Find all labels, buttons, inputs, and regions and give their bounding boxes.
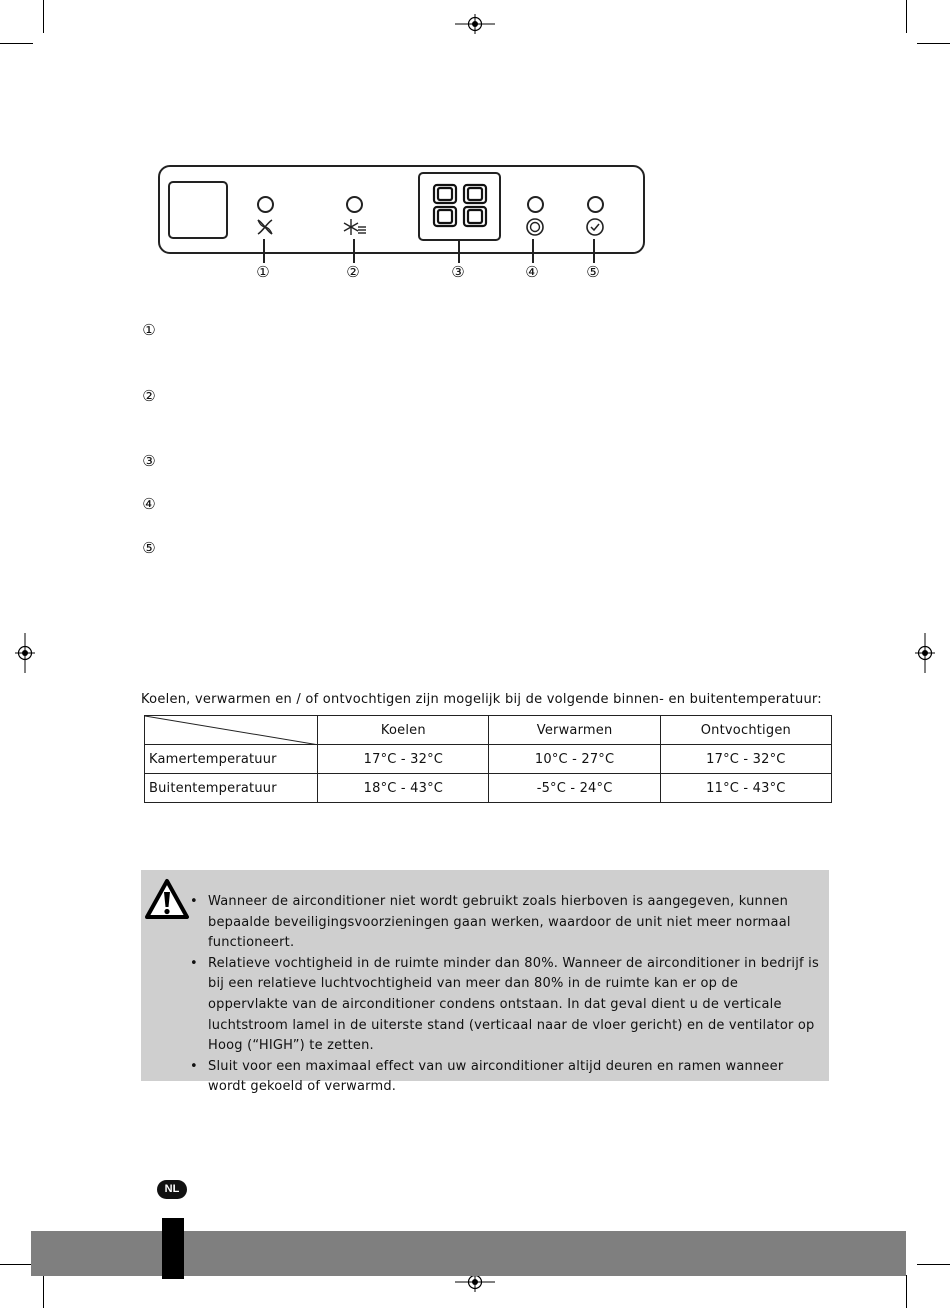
crop-mark	[917, 43, 950, 44]
table-corner-cell	[145, 716, 318, 745]
callout-leader	[353, 239, 355, 263]
indicator-light-cool	[346, 196, 363, 213]
crop-mark	[906, 1275, 907, 1308]
control-panel-outline	[158, 165, 645, 254]
sleep-mode-icon	[525, 217, 545, 237]
footer-tab-marker	[162, 1218, 184, 1279]
operating-range-intro: Koelen, verwarmen en / of ontvochtigen zijn mogelijk bij de volgende binnen- en buitentemperatuur:	[141, 692, 822, 707]
warning-item	[190, 954, 822, 1057]
registration-mark-icon	[910, 633, 940, 673]
callout-leader	[458, 241, 460, 263]
warning-text: Relatieve vochtigheid in de ruimte minder dan 80%. Wanneer de airconditioner in bedrijf is bij een relatieve luchtvochtigheid van meer dan 80% in de ruimte kan er op de oppervlakte van de airconditioner condens ontstaan. In dat geval dient u de verticale luchtstroom lamel in de uiterste stand (verticaal naar de vloer gericht) en de ventilator op Hoog (“HIGH”) te zetten.	[208, 955, 819, 1054]
warning-text: Sluit voor een maximaal effect van uw airconditioner altijd deuren en ramen wanneer wordt gekoeld of verwarmd.	[208, 1058, 784, 1095]
registration-mark-icon	[455, 4, 495, 44]
warning-list	[190, 892, 822, 1098]
callout-leader	[593, 239, 595, 263]
seven-segment-readout	[420, 174, 499, 239]
indicator-light-fan	[257, 196, 274, 213]
callout-number-4: ④	[525, 263, 539, 281]
table-cell: 11°C - 43°C	[660, 774, 831, 803]
crop-mark	[0, 1264, 33, 1265]
table-cell: 10°C - 27°C	[489, 745, 660, 774]
table-cell: 17°C - 32°C	[660, 745, 831, 774]
table-cell: 18°C - 43°C	[318, 774, 489, 803]
indicator-light-sleep	[527, 196, 544, 213]
warning-item	[190, 1057, 822, 1098]
column-header-ontvochtigen: Ontvochtigen	[660, 716, 831, 745]
table-cell: 17°C - 32°C	[318, 745, 489, 774]
callout-leader	[263, 239, 265, 263]
legend-marker-4: ④	[142, 495, 156, 513]
legend-marker-3: ③	[142, 452, 156, 470]
crop-mark	[0, 43, 33, 44]
bullet: •	[190, 894, 198, 909]
timer-clock-icon	[585, 217, 605, 237]
digital-display	[418, 172, 501, 241]
table-cell: -5°C - 24°C	[489, 774, 660, 803]
receiver-window	[168, 181, 228, 239]
crop-mark	[43, 1275, 44, 1308]
registration-mark-icon	[10, 633, 40, 673]
warning-triangle-icon	[144, 878, 190, 920]
column-header-verwarmen: Verwarmen	[489, 716, 660, 745]
temperature-range-table	[144, 715, 832, 803]
callout-number-2: ②	[346, 263, 360, 281]
bullet: •	[190, 1058, 198, 1074]
diagonal-divider	[145, 716, 319, 745]
warning-text: Wanneer de airconditioner niet wordt gebruikt zoals hierboven is aangegeven, kunnen bepaalde beveiligingsvoorzieningen gaan werken, waardoor de unit niet meer normaal functioneert.	[208, 894, 791, 951]
table-header-row	[145, 716, 832, 745]
callout-number-5: ⑤	[586, 263, 600, 281]
callout-number-3: ③	[451, 263, 465, 281]
bullet: •	[190, 955, 198, 971]
indicator-light-timer	[587, 196, 604, 213]
crop-mark	[43, 0, 44, 33]
table-row	[145, 774, 832, 803]
crop-mark	[906, 0, 907, 33]
table-row	[145, 745, 832, 774]
fan-icon	[255, 217, 275, 237]
legend-marker-2: ②	[142, 387, 156, 405]
warning-item	[190, 892, 822, 954]
row-label-kamertemperatuur: Kamertemperatuur	[145, 745, 318, 774]
column-header-koelen: Koelen	[318, 716, 489, 745]
legend-marker-5: ⑤	[142, 539, 156, 557]
callout-number-1: ①	[256, 263, 270, 281]
language-badge: NL	[157, 1180, 187, 1199]
row-label-buitentemperatuur: Buitentemperatuur	[145, 774, 318, 803]
callout-leader	[532, 239, 534, 263]
legend-marker-1: ①	[142, 321, 156, 339]
crop-mark	[917, 1264, 950, 1265]
snowflake-cool-icon	[343, 217, 367, 237]
